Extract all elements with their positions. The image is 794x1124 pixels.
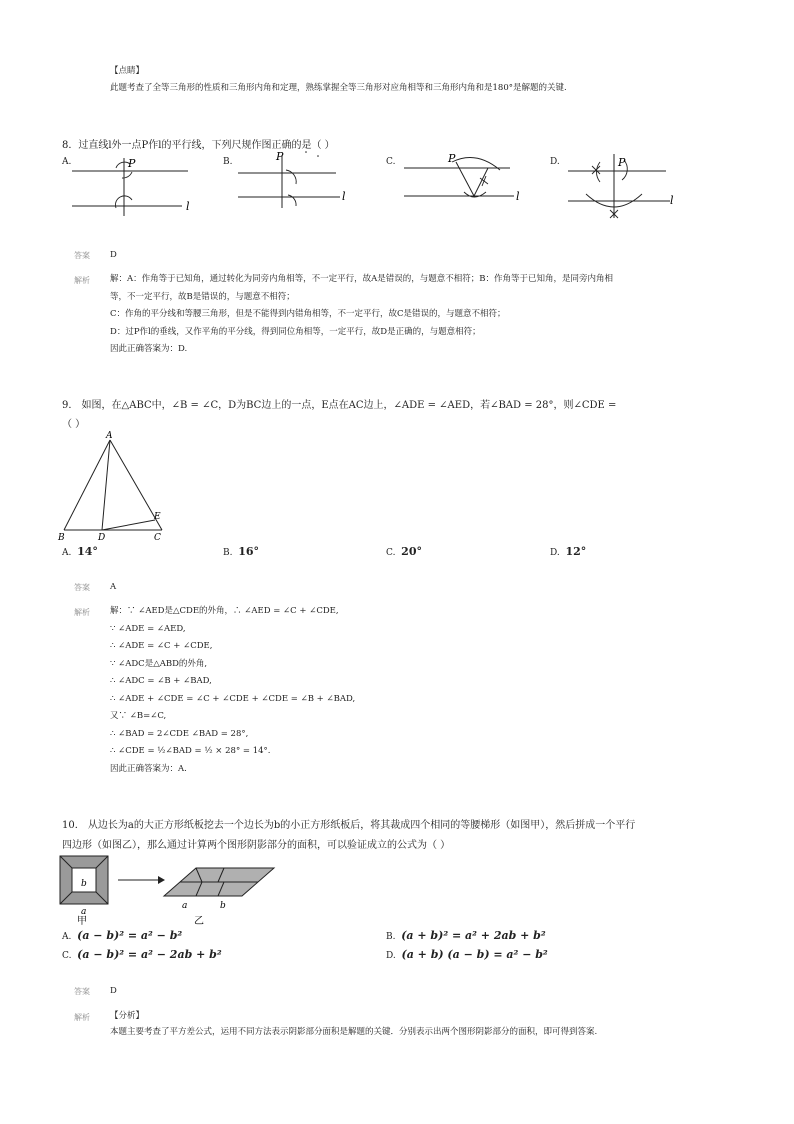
- q9-option-a: [62, 545, 98, 558]
- q8-answer: D: [110, 250, 117, 260]
- q10-option-b-letter: B.: [386, 932, 396, 942]
- q8d-label-l: l: [670, 194, 674, 207]
- q10-yi-label-b: b: [220, 901, 226, 911]
- q10-option-b: [386, 929, 546, 942]
- q10-stem-line1: 10． 从边长为a的大正方形纸板挖去一个边长为b的小正方形纸板后，将其裁成四个相同的等腰梯形（如图甲），然后拼成一个平行: [62, 820, 636, 831]
- q10-figure-jia: [60, 856, 120, 928]
- q9-analysis-line: ∴ ∠ADC = ∠B + ∠BAD,: [110, 676, 212, 686]
- q10-analysis-text: 本题主要考查了平方差公式，运用不同方法表示阴影部分面积是解题的关键．分别表示出两个图形阴影部分的面积，即可得到答案.: [110, 1027, 598, 1037]
- q9-analysis-line: 因此正确答案为：A.: [110, 763, 187, 774]
- q10-jia-label-b: b: [81, 879, 87, 889]
- q10-option-a: [62, 929, 182, 942]
- q9-label-c: C: [154, 533, 161, 543]
- q8-analysis-label: 解析: [74, 276, 90, 285]
- prev-tag: 【点睛】: [110, 66, 145, 76]
- q9-analysis-line: ∴ ∠ADE = ∠C + ∠CDE,: [110, 641, 213, 651]
- q8-analysis-line: 等，不一定平行，故B是错误的，与题意不相符；: [110, 291, 295, 302]
- q8-answer-label: 答案: [74, 251, 90, 260]
- q10-yi-label-a: a: [182, 901, 188, 911]
- q9-answer-label: 答案: [74, 583, 90, 592]
- q10-option-c: [62, 948, 222, 961]
- q10-figure-yi: [162, 862, 282, 932]
- q10-option-d: [386, 948, 548, 961]
- q10-option-c-value: (a − b)² = a² − 2ab + b²: [77, 948, 222, 961]
- q8b-label-p: P: [276, 150, 284, 163]
- q10-stem-line2: 四边形（如图乙），那么通过计算两个图形阴影部分的面积，可以验证成立的公式为（ ）: [62, 840, 451, 851]
- q9-option-b-letter: B.: [223, 548, 233, 558]
- q9-analysis-line: 解：∵ ∠AED是△CDE的外角，∴ ∠AED = ∠C + ∠CDE,: [110, 606, 339, 616]
- q8-option-b: B.: [223, 157, 233, 167]
- q10-answer-label: 答案: [74, 987, 90, 996]
- q8c-label-p: P: [448, 152, 456, 165]
- q8d-label-p: P: [618, 156, 626, 169]
- q9-stem: 9． 如图，在△ABC中，∠B = ∠C，D为BC边上的一点，E点在AC边上，∠ADE = ∠AED，若∠BAD = 28°，则∠CDE =: [62, 400, 617, 411]
- q8a-label-p: P: [128, 157, 136, 170]
- q9-triangle-figure: [58, 428, 178, 548]
- q8-analysis: [110, 271, 613, 359]
- q9-option-a-value: 14°: [77, 545, 98, 558]
- q8-figure-b: [236, 148, 366, 218]
- q10-option-d-value: (a + b) (a − b) = a² − b²: [401, 948, 548, 961]
- q9-label-a: A: [106, 431, 113, 441]
- prev-text: 此题考查了全等三角形的性质和三角形内角和定理，熟练掌握全等三角形对应角相等和三角形内角和是180°是解题的关键.: [110, 83, 567, 93]
- q9-stem-paren: （ ）: [62, 419, 86, 430]
- q9-option-b-value: 16°: [238, 545, 260, 558]
- q8-analysis-line: 因此正确答案为：D.: [110, 344, 188, 354]
- q8-option-d: D.: [550, 157, 560, 167]
- q8-analysis-line: D：过P作l的垂线，又作平角的平分线，得到同位角相等，一定平行，故D是正确的，与题意相符；: [110, 326, 481, 337]
- q8-analysis-line: C：作角的平分线和等腰三角形，但是不能得到内错角相等，不一定平行，故C是错误的，与题意不相符；: [110, 309, 506, 319]
- q10-option-d-letter: D.: [386, 951, 396, 961]
- q9-label-e: E: [154, 512, 161, 522]
- q9-analysis-line: ∵ ∠ADC是△ABD的外角,: [110, 658, 208, 669]
- q9-analysis-line: ∴ ∠BAD = 2∠CDE ∠BAD = 28°,: [110, 728, 249, 739]
- q9-analysis: [110, 603, 355, 778]
- q8-figure-d: [566, 148, 696, 228]
- q10-jia-label-a: a: [81, 907, 87, 917]
- q9-analysis-label: 解析: [74, 608, 90, 617]
- q8-figure-c: [402, 148, 532, 218]
- q10-analysis-label: 解析: [74, 1013, 90, 1022]
- q9-option-d: [550, 545, 586, 558]
- q10-option-b-value: (a + b)² = a² + 2ab + b²: [401, 929, 546, 942]
- q8b-label-l: l: [342, 190, 346, 203]
- q9-option-c-value: 20°: [401, 545, 422, 558]
- q9-answer: A: [110, 582, 117, 592]
- q10-option-a-value: (a − b)² = a² − b²: [77, 929, 183, 942]
- q10-jia-caption: 甲: [77, 916, 87, 927]
- q9-option-c: [386, 545, 422, 558]
- q9-analysis-line: 又∵ ∠B=∠C,: [110, 711, 167, 721]
- q9-analysis-line: ∴ ∠CDE = ½∠BAD = ½ × 28° = 14°.: [110, 746, 271, 756]
- q9-option-a-letter: A.: [62, 548, 72, 558]
- q8-option-c: C.: [386, 157, 396, 167]
- q10-analysis-tag: 【分析】: [110, 1011, 145, 1021]
- q9-option-d-letter: D.: [550, 548, 560, 558]
- q10-option-c-letter: C.: [62, 951, 72, 961]
- q9-analysis-line: ∵ ∠ADE = ∠AED,: [110, 623, 186, 634]
- q10-option-a-letter: A.: [62, 932, 72, 942]
- arrow-right-icon: [118, 874, 168, 886]
- q8a-label-l: l: [186, 200, 190, 213]
- q9-option-c-letter: C.: [386, 548, 396, 558]
- q8-stem: 8．过直线l外一点P作l的平行线，下列尺规作图正确的是（ ）: [62, 140, 335, 151]
- q9-label-b: B: [58, 533, 65, 543]
- q8-analysis-line: 解：A：作角等于已知角，通过转化为同旁内角相等，不一定平行，故A是错误的，与题意不相符；B：作角等于已知角，是同旁内角相: [110, 274, 614, 284]
- q10-answer: D: [110, 986, 117, 996]
- q8c-label-l: l: [516, 190, 520, 203]
- q8-option-a: A.: [62, 157, 72, 167]
- q9-label-d: D: [98, 533, 106, 543]
- q9-analysis-line: ∴ ∠ADE + ∠CDE = ∠C + ∠CDE + ∠CDE = ∠B + ∠BAD,: [110, 693, 356, 704]
- q8-figure-a: [70, 150, 200, 220]
- q9-option-d-value: 12°: [565, 545, 587, 558]
- q10-yi-caption: 乙: [194, 916, 204, 927]
- q9-option-b: [223, 545, 259, 558]
